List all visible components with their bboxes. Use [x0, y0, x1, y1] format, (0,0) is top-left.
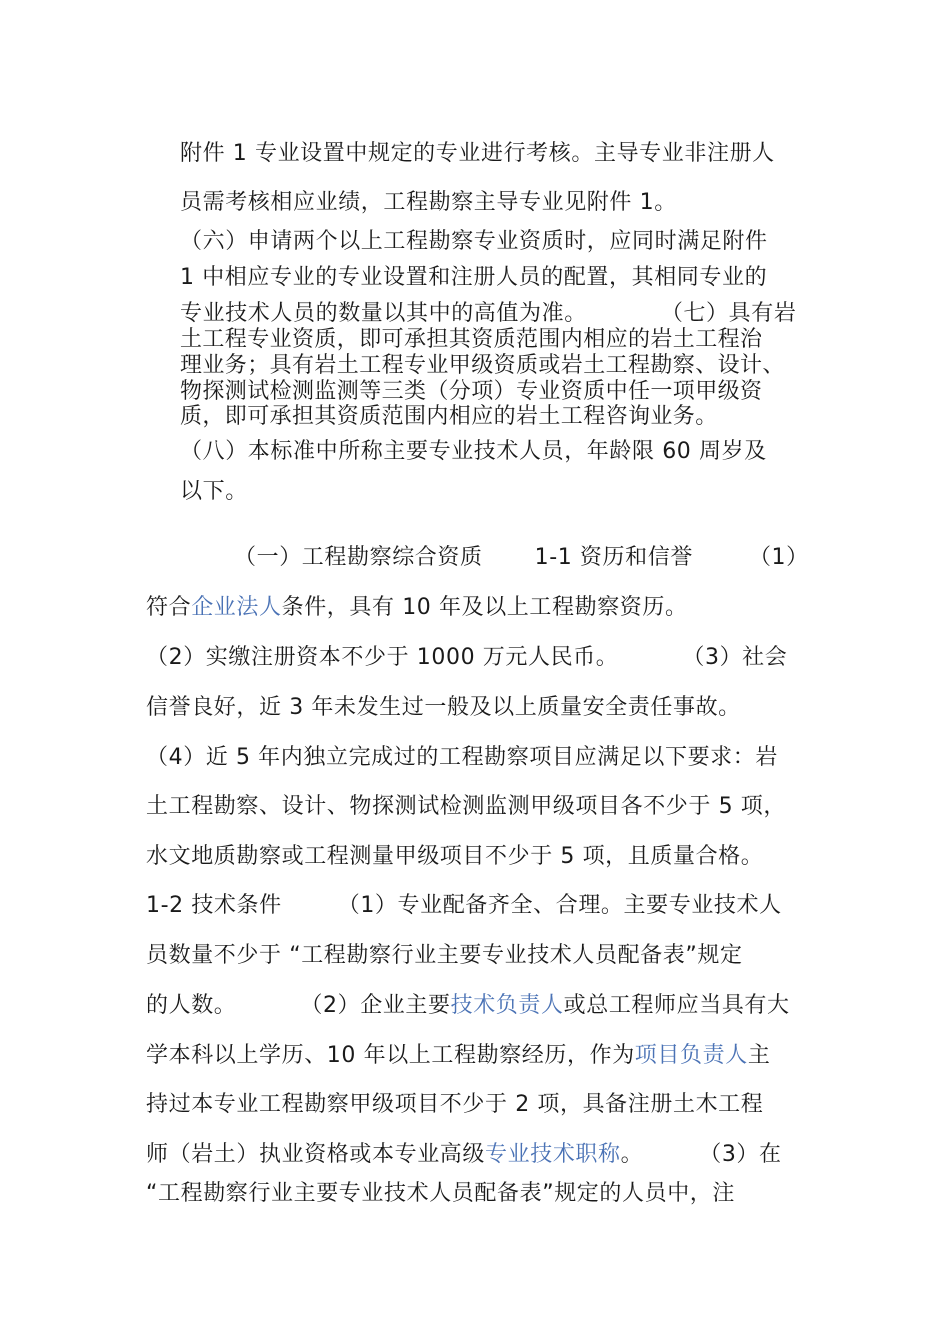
line-segment: 主 [747, 1043, 771, 1068]
paragraph-line: “工程勘察行业主要专业技术人员配备表”规定的人员中，注 [146, 1181, 735, 1206]
line-segment: 或总工程师应当具有大 [563, 993, 790, 1018]
paragraph-line: 信誉良好，近 3 年未发生过一般及以上质量安全责任事故。 [146, 695, 741, 720]
paragraph-line: （六）申请两个以上工程勘察专业资质时，应同时满足附件 [180, 229, 768, 254]
line-segment: 的人数。 [146, 993, 237, 1018]
link-technical-director[interactable]: 技术负责人 [450, 993, 564, 1018]
link-professional-title[interactable]: 专业技术职称 [485, 1142, 621, 1167]
paragraph-line [146, 640, 787, 671]
line-segment: 符合 [146, 595, 192, 620]
line-segment: （2）企业主要 [300, 993, 451, 1018]
paragraph-line [146, 988, 790, 1019]
paragraph-line: 质，即可承担其资质范围内相应的岩土工程咨询业务。 [180, 404, 718, 429]
paragraph-line: 附件 1 专业设置中规定的专业进行考核。主导专业非注册人 [180, 141, 775, 166]
subsection-heading: 1-2 技术条件 [146, 893, 282, 918]
line-segment: （3）社会 [682, 645, 788, 670]
line-segment: 学本科以上学历、10 年以上工程勘察经历，作为 [146, 1043, 635, 1068]
section-heading: （一）工程勘察综合资质 [234, 545, 483, 570]
line-segment: 专业技术人员的数量以其中的高值为准。 [180, 301, 587, 326]
paragraph-line: 员数量不少于 “工程勘察行业主要专业技术人员配备表”规定 [146, 943, 743, 968]
link-project-leader[interactable]: 项目负责人 [634, 1043, 748, 1068]
paragraph-line: 以下。 [180, 479, 248, 504]
line-segment: （七）具有岩 [660, 301, 797, 326]
paragraph-line: 水文地质勘察或工程测量甲级项目不少于 5 项，且质量合格。 [146, 844, 764, 869]
line-segment: 。 [620, 1142, 644, 1167]
line-segment: 师（岩土）执业资格或本专业高级 [146, 1142, 486, 1167]
paragraph-line: （4）近 5 年内独立完成过的工程勘察项目应满足以下要求：岩 [146, 745, 778, 770]
paragraph-line [146, 590, 688, 621]
paragraph-line [146, 1038, 770, 1069]
subsection-heading: 1-1 资历和信誉 [534, 545, 693, 570]
section-heading-line [234, 540, 809, 571]
paragraph-line: 持过本专业工程勘察甲级项目不少于 2 项，具备注册土木工程 [146, 1092, 764, 1117]
paragraph-line: （八）本标准中所称主要专业技术人员，年龄限 60 周岁及 [180, 439, 767, 464]
paragraph-line: 员需考核相应业绩，工程勘察主导专业见附件 1。 [180, 190, 677, 215]
paragraph-line [146, 1137, 782, 1168]
paragraph-line: 物探测试检测监测等三类（分项）专业资质中任一项甲级资 [180, 379, 763, 404]
link-enterprise-legal-person[interactable]: 企业法人 [191, 595, 282, 620]
line-segment: （1）专业配备齐全、合理。主要专业技术人 [337, 893, 782, 918]
line-segment: 条件，具有 10 年及以上工程勘察资历。 [281, 595, 688, 620]
paragraph-line: 理业务；具有岩土工程专业甲级资质或岩土工程勘察、设计、 [180, 353, 785, 378]
item-number: （1） [748, 545, 809, 570]
line-segment: （2）实缴注册资本不少于 1000 万元人民币。 [146, 645, 619, 670]
paragraph-line [146, 888, 782, 919]
paragraph-line: 土工程专业资质，即可承担其资质范围内相应的岩土工程治 [180, 327, 763, 352]
line-segment: （3）在 [699, 1142, 782, 1167]
paragraph-line: 1 中相应专业的专业设置和注册人员的配置，其相同专业的 [180, 265, 768, 290]
paragraph-line: 土工程勘察、设计、物探测试检测监测甲级项目各不少于 5 项， [146, 794, 786, 819]
